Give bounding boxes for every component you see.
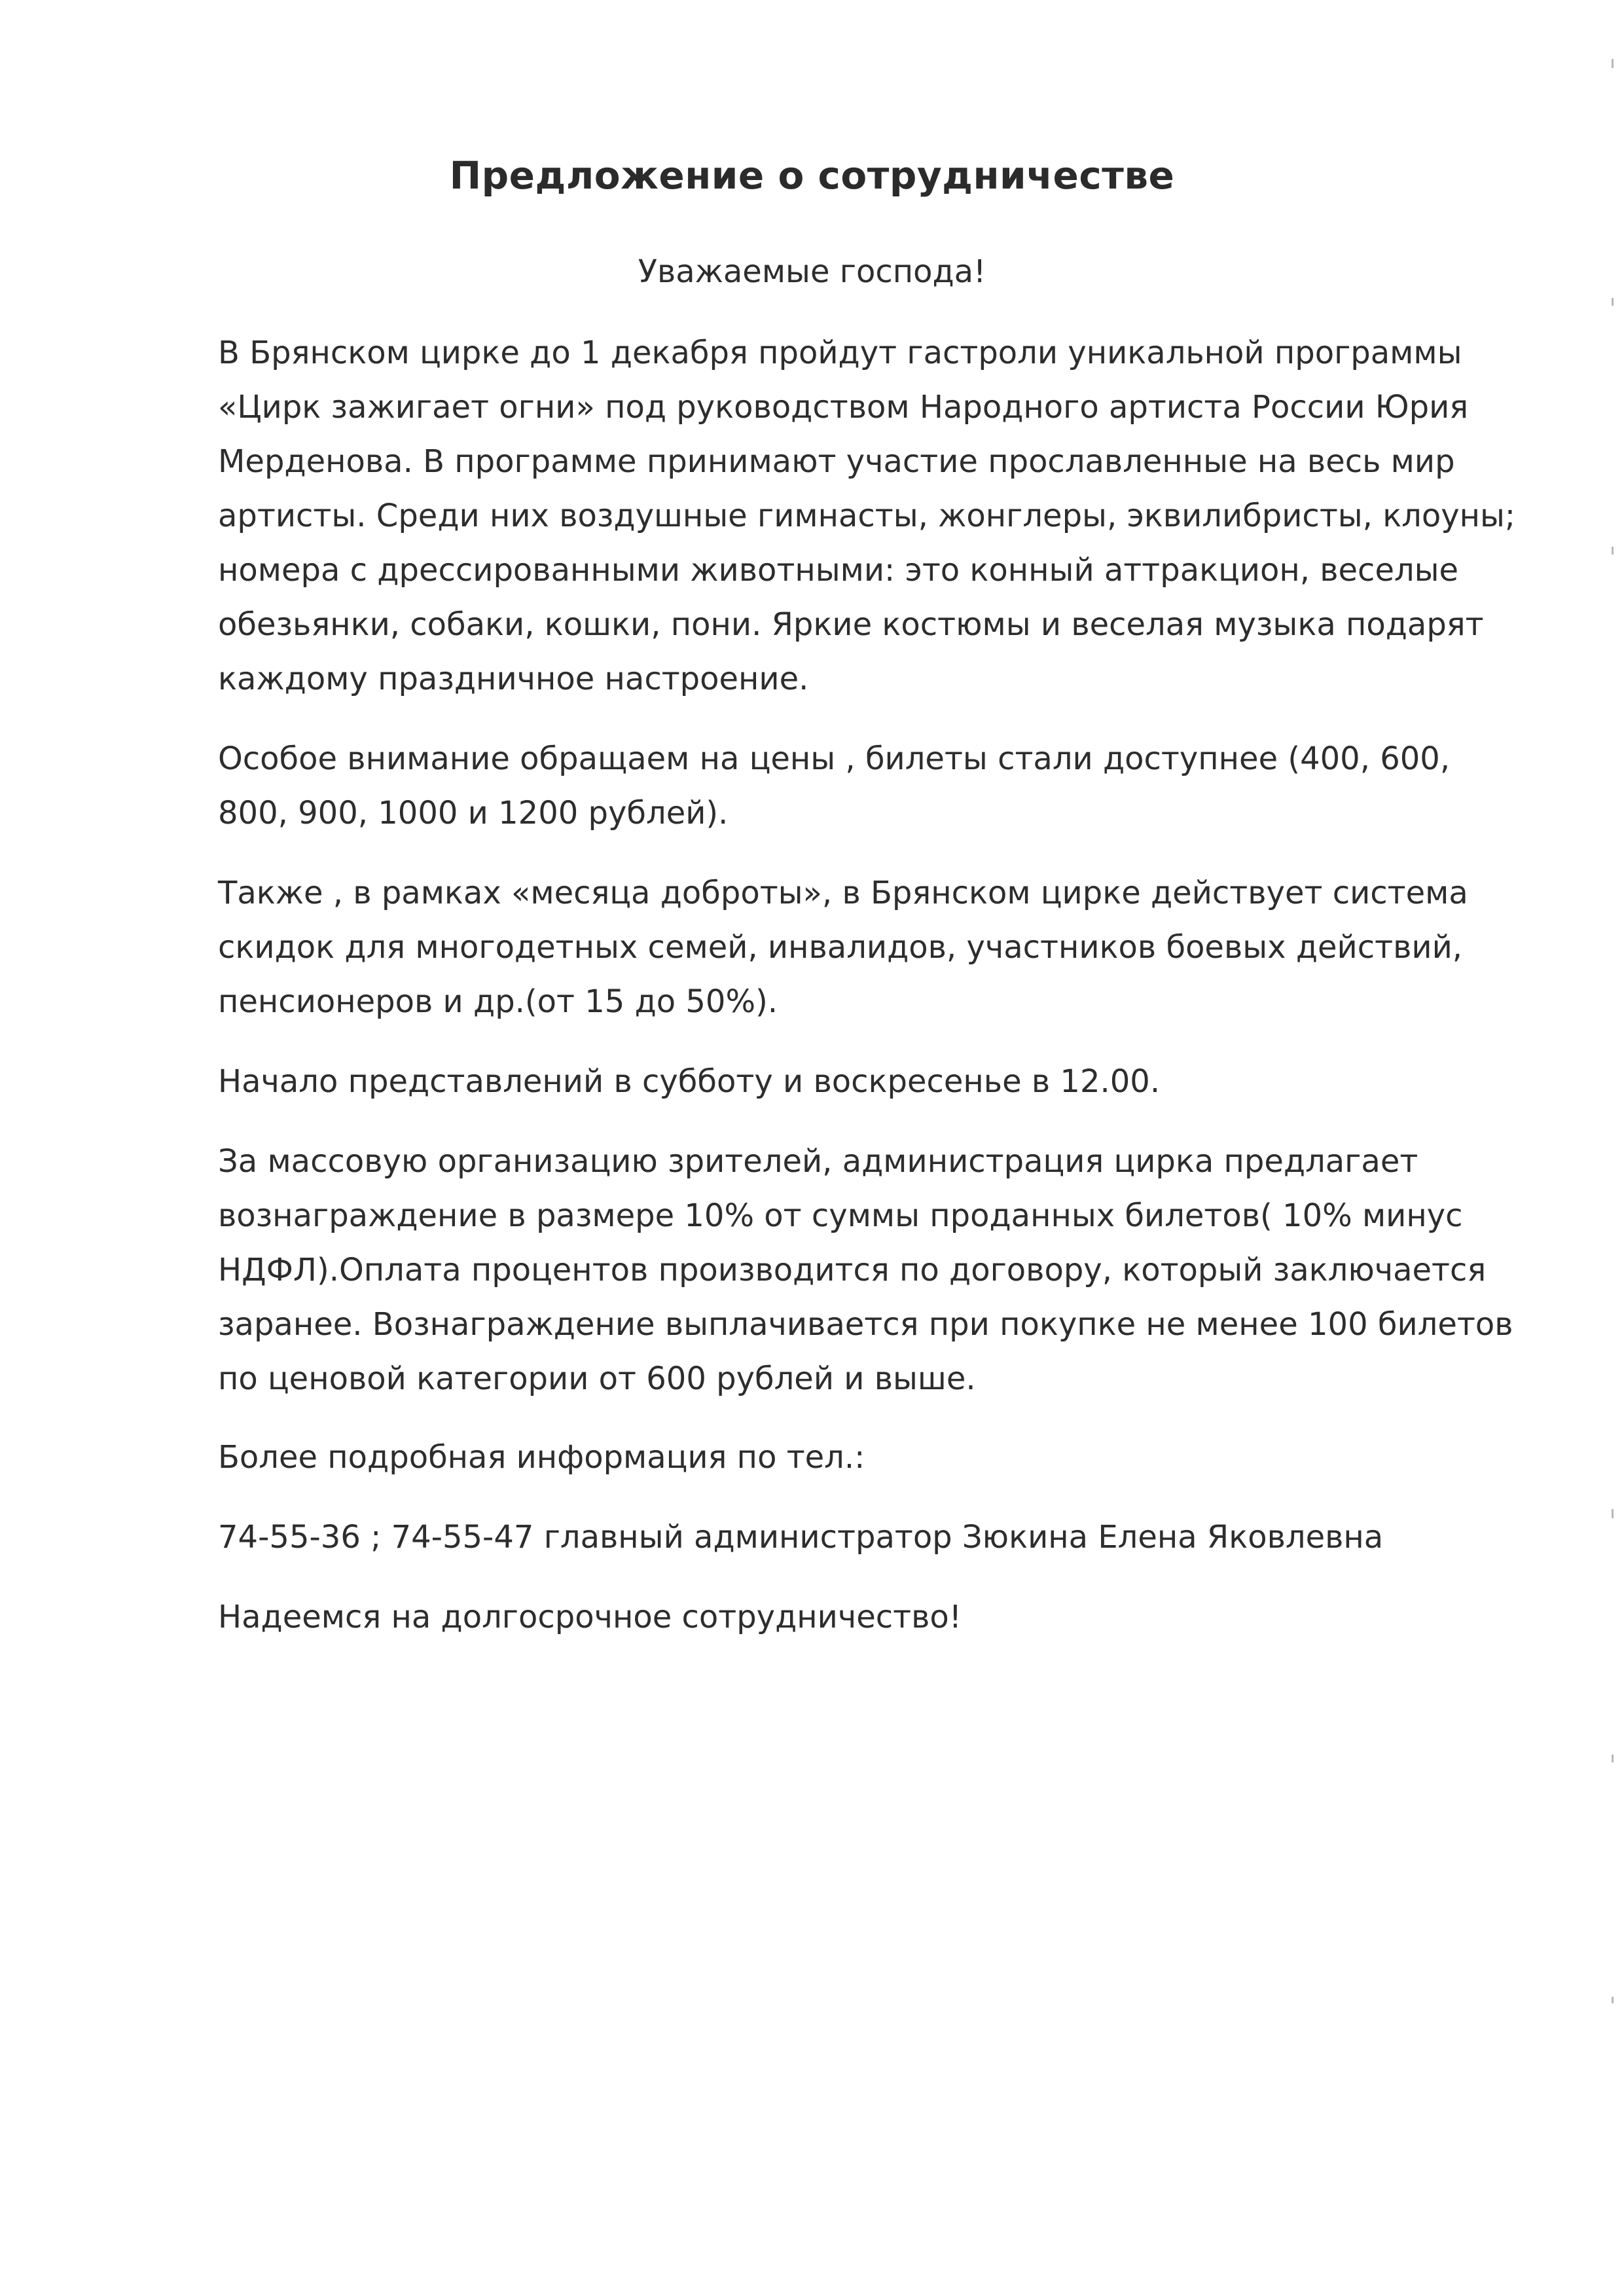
document-title: Предложение о сотрудничестве [449,153,1175,198]
paragraph-closing [218,1590,1521,1645]
paragraph-line: НДФЛ).Оплата процентов производится по договору, который заключается [218,1252,1487,1288]
paragraph-ticket-prices [218,732,1521,841]
paragraph-line: обезьянки, собаки, кошки, пони. Яркие костюмы и веселая музыка подарят [218,606,1484,643]
paragraph-line: скидок для многодетных семей, инвалидов, участников боевых действий, [218,929,1463,966]
scan-edge-mark [1612,59,1614,68]
paragraph-discounts [218,866,1521,1029]
contact-phones: 74-55-36 ; 74-55-47 главный администратор Зюкина Елена Яковлевна [218,1519,1384,1556]
salutation: Уважаемые господа! [638,253,986,290]
scan-edge-mark [1612,298,1614,306]
scan-edge-mark [1612,1755,1614,1762]
paragraph-line: артисты. Среди них воздушные гимнасты, жонглеры, эквилибристы, клоуны; [218,498,1516,534]
paragraph-line: заранее. Вознаграждение выплачивается при покупке не менее 100 билетов [218,1306,1513,1343]
paragraph-line: Также , в рамках «месяца доброты», в Брянском цирке действует система [218,875,1468,911]
paragraph-more-info [218,1430,1521,1485]
paragraph-line: Особое внимание обращаем на цены , билеты стали доступнее (400, 600, [218,740,1451,777]
scan-edge-mark [1612,547,1614,555]
paragraph-line: За массовую организацию зрителей, администрация цирка предлагает [218,1143,1418,1180]
paragraph-line: вознаграждение в размере 10% от суммы проданных билетов( 10% минус [218,1197,1463,1234]
paragraph-line: Мерденова. В программе принимают участие прославленные на весь мир [218,443,1455,480]
paragraph-line: «Цирк зажигает огни» под руководством Народного артиста России Юрия [218,389,1469,426]
scan-edge-mark [1612,1509,1614,1518]
paragraph-line: Более подробная информация по тел.: [218,1439,865,1476]
paragraph-contacts [218,1510,1521,1565]
scan-edge-mark [1612,1997,1614,2003]
paragraph-line: В Брянском цирке до 1 декабря пройдут гастроли уникальной программы [218,335,1462,371]
paragraph-line: Начало представлений в субботу и воскресенье в 12.00. [218,1063,1161,1100]
paragraph-line: по ценовой категории от 600 рублей и выше. [218,1360,976,1397]
paragraph-line: пенсионеров и др.(от 15 до 50%). [218,983,778,1020]
paragraph-line: 800, 900, 1000 и 1200 рублей). [218,795,729,831]
closing-line: Надеемся на долгосрочное сотрудничество! [218,1599,962,1635]
paragraph-reward [218,1135,1521,1406]
paragraph-program-description [218,326,1521,706]
paragraph-line: каждому праздничное настроение. [218,661,809,697]
paragraph-show-time [218,1055,1521,1109]
paragraph-line: номера с дрессированными животными: это конный аттракцион, веселые [218,552,1459,589]
